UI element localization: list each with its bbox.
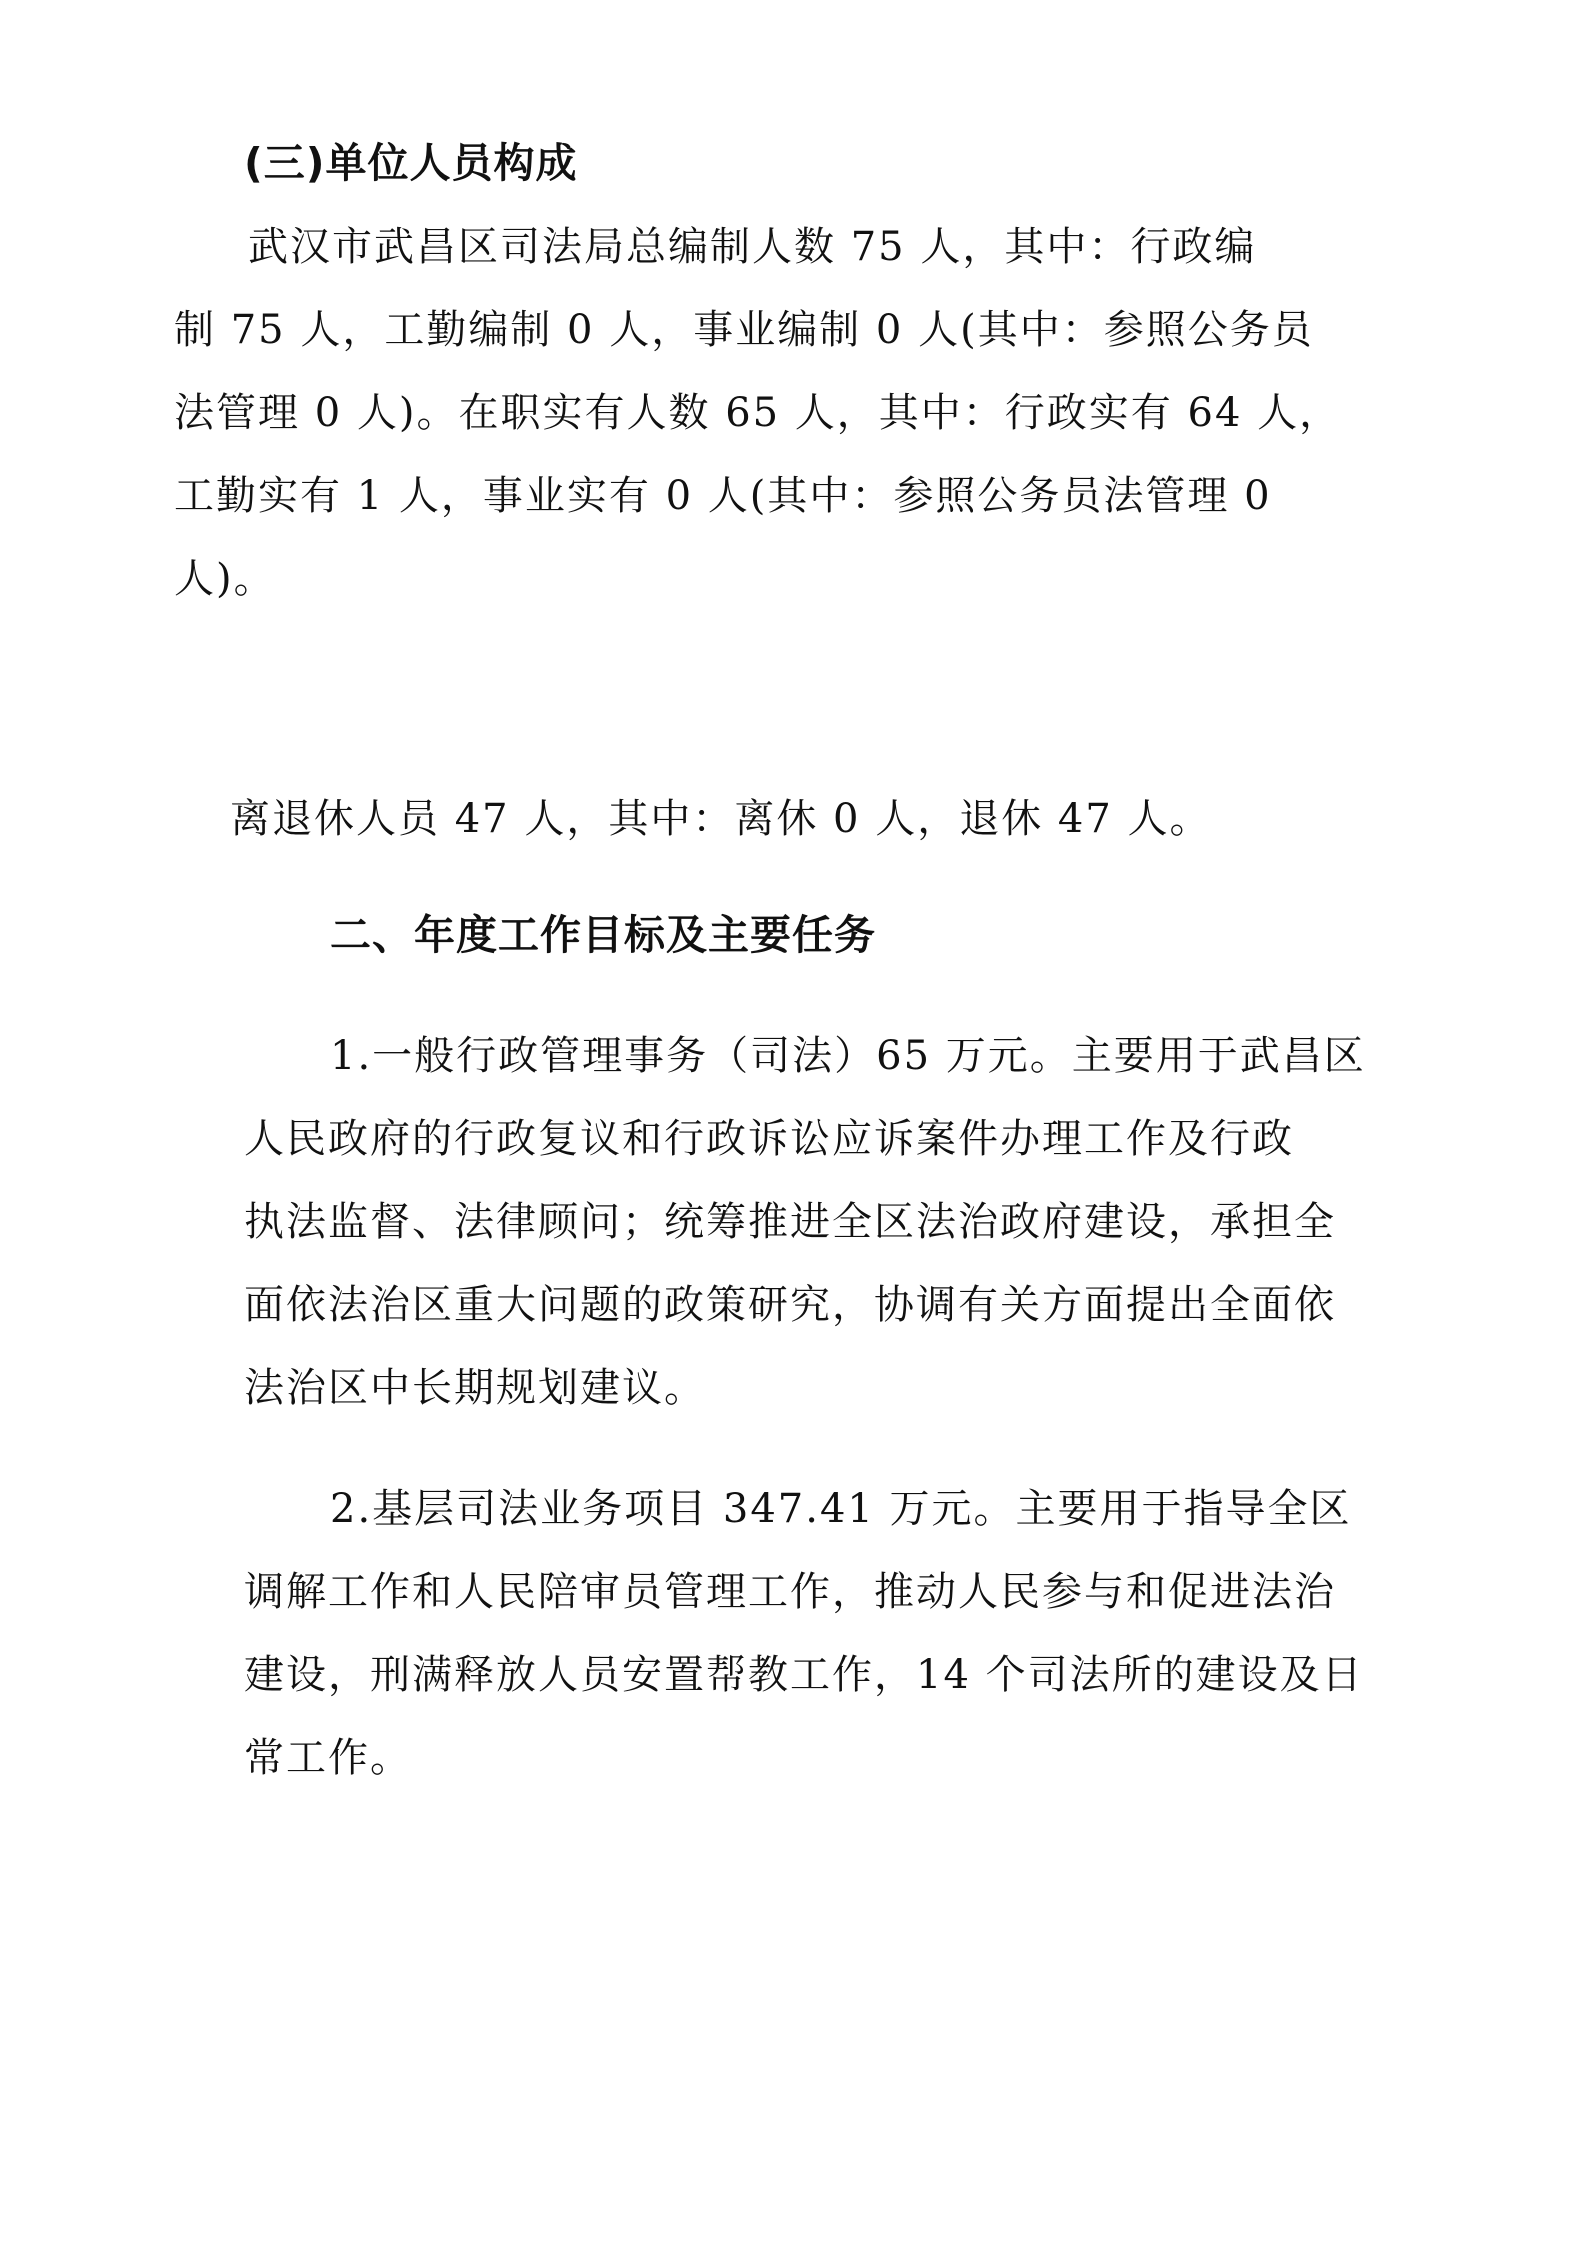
paragraph-line: 法管理 0 人)。在职实有人数 65 人，其中：行政实有 64 人， [174, 390, 1342, 436]
paragraph-retired [230, 778, 1354, 861]
paragraph-line: 建设，刑满释放人员安置帮教工作，14 个司法所的建设及日 [244, 1652, 1364, 1698]
paragraph-line: 人)。 [174, 556, 276, 602]
paragraph-line: 执法监督、法律顾问；统筹推进全区法治政府建设，承担全 [244, 1199, 1336, 1245]
paragraph-line: 制 75 人，工勤编制 0 人，事业编制 0 人(其中：参照公务员 [174, 307, 1314, 353]
paragraph-line: 法治区中长期规划建议。 [244, 1365, 706, 1411]
paragraph-item-2 [244, 1468, 1364, 1800]
section-heading-goals: 二、年度工作目标及主要任务 [330, 911, 876, 959]
paragraph-item-1 [244, 1015, 1366, 1430]
paragraph-line: 工勤实有 1 人，事业实有 0 人(其中：参照公务员法管理 0 [174, 473, 1272, 519]
paragraph-line: 离退休人员 47 人，其中：离休 0 人，退休 47 人。 [230, 796, 1212, 842]
paragraph-staffing [174, 206, 1354, 621]
paragraph-line: 常工作。 [244, 1735, 412, 1781]
paragraph-line: 人民政府的行政复议和行政诉讼应诉案件办理工作及行政 [244, 1116, 1294, 1162]
paragraph-line: 调解工作和人民陪审员管理工作，推动人民参与和促进法治 [244, 1569, 1336, 1615]
paragraph-line: 2.基层司法业务项目 347.41 万元。主要用于指导全区 [330, 1486, 1352, 1532]
paragraph-line: 1.一般行政管理事务（司法）65 万元。主要用于武昌区 [330, 1033, 1366, 1079]
paragraph-line: 面依法治区重大问题的政策研究，协调有关方面提出全面依 [244, 1282, 1336, 1328]
paragraph-line: 武汉市武昌区司法局总编制人数 75 人，其中：行政编 [248, 224, 1257, 270]
section-heading-personnel: (三)单位人员构成 [244, 139, 578, 187]
